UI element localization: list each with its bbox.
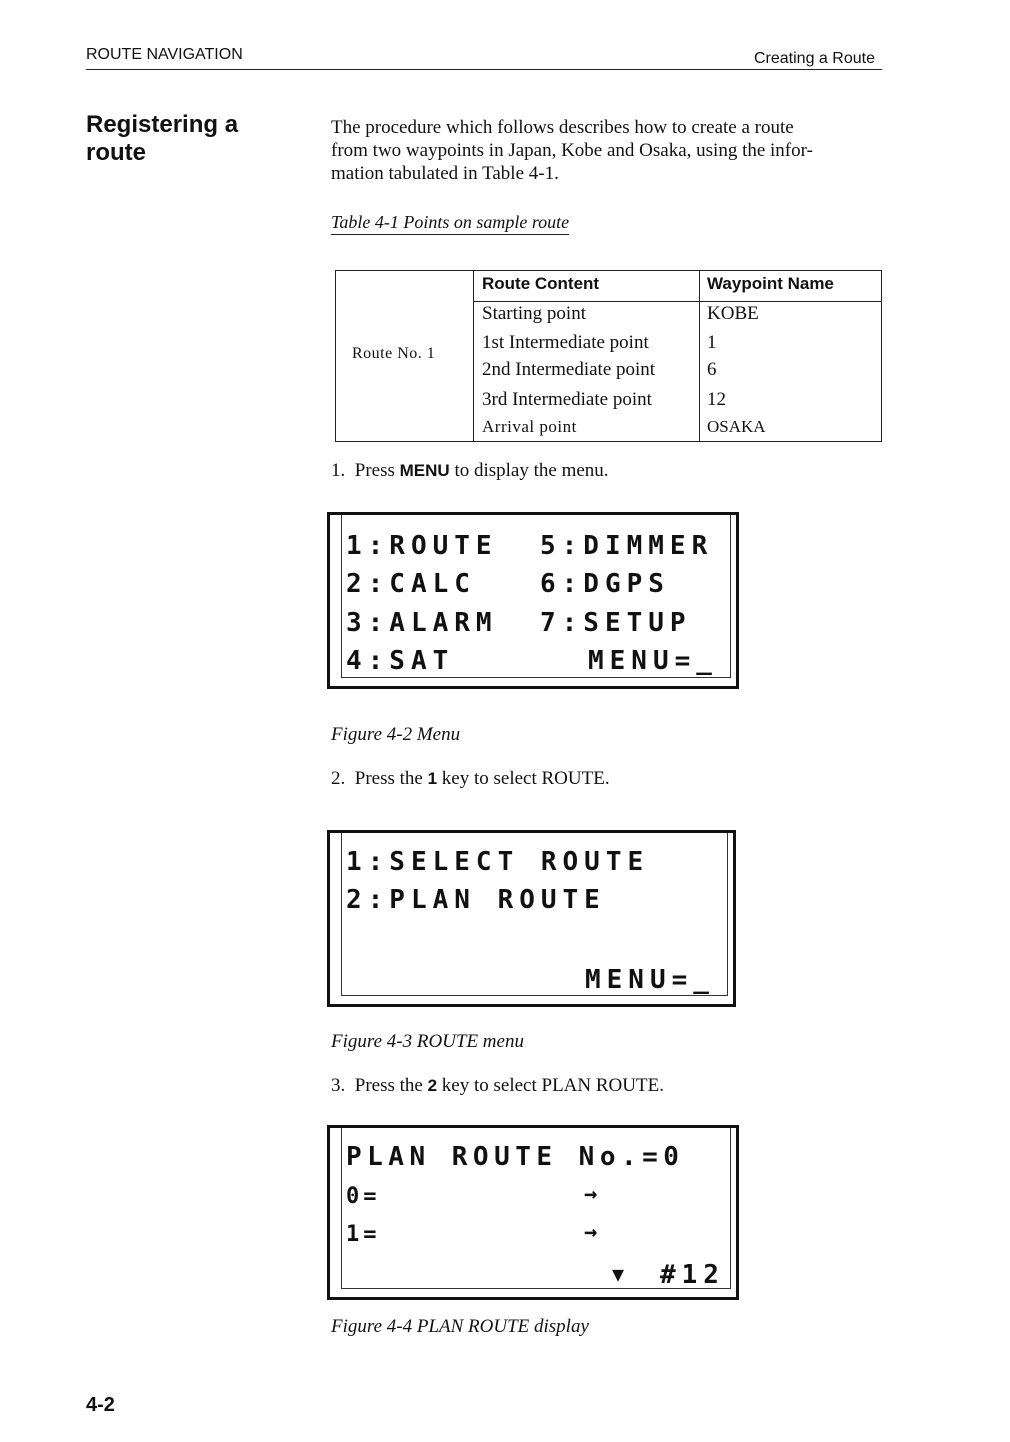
section-title bbox=[86, 111, 286, 167]
lcd-line: 5:DIMMER bbox=[540, 531, 714, 561]
step-number: 2. bbox=[331, 768, 346, 789]
lcd-line: 2:PLAN ROUTE bbox=[346, 885, 606, 915]
intro-line: mation tabulated in Table 4-1. bbox=[331, 163, 559, 184]
step-text: Press the bbox=[354, 1075, 423, 1096]
step-text: Press bbox=[354, 460, 395, 481]
route-table bbox=[335, 270, 882, 442]
table-cell-content: Arrival point bbox=[482, 417, 577, 436]
table-cell-waypoint: OSAKA bbox=[707, 417, 766, 436]
lcd-line: 1:ROUTE bbox=[346, 531, 498, 561]
step-text: key to select PLAN ROUTE. bbox=[441, 1075, 664, 1096]
table-divider bbox=[699, 271, 700, 441]
step-text: to display the menu. bbox=[454, 460, 609, 481]
key-name: 2 bbox=[427, 1076, 438, 1095]
section-title-line1: Registering a bbox=[86, 111, 239, 138]
step-1 bbox=[331, 460, 609, 482]
column-header-route-content: Route Content bbox=[482, 274, 600, 293]
page-number: 4-2 bbox=[86, 1394, 115, 1416]
section-title-line2: route bbox=[86, 139, 146, 166]
lcd-line: 1:SELECT ROUTE bbox=[346, 847, 650, 877]
figure-caption: Figure 4-2 Menu bbox=[331, 724, 461, 745]
lcd-line: 7:SETUP bbox=[540, 608, 692, 638]
step-text: key to select ROUTE. bbox=[441, 768, 610, 789]
table-cell-content: 1st Intermediate point bbox=[482, 332, 649, 353]
lcd-line: 0= bbox=[346, 1184, 381, 1209]
key-name: MENU bbox=[399, 461, 450, 480]
header-rule bbox=[86, 69, 882, 70]
triangle-down-icon: ▼ bbox=[612, 1262, 631, 1286]
running-header-section: Creating a Route bbox=[754, 50, 875, 67]
intro-line: The procedure which follows describes how to create a route bbox=[331, 117, 794, 138]
lcd-line: 6:DGPS bbox=[540, 569, 670, 599]
arrow-right-icon: → bbox=[584, 1182, 604, 1207]
lcd-line: 4:SAT bbox=[346, 646, 455, 676]
lcd-main-menu bbox=[327, 512, 739, 689]
table-caption: Table 4-1 Points on sample route bbox=[331, 211, 569, 235]
step-3 bbox=[331, 1075, 664, 1097]
step-text: Press the bbox=[354, 768, 423, 789]
lcd-counter: #12 bbox=[660, 1260, 725, 1290]
lcd-menu-prompt: MENU=_ bbox=[588, 646, 718, 676]
lcd-route-menu bbox=[327, 830, 736, 1007]
table-cell-content: Starting point bbox=[482, 303, 586, 324]
step-2 bbox=[331, 768, 610, 790]
lcd-line: 2:CALC bbox=[346, 569, 476, 599]
table-cell-content: 2nd Intermediate point bbox=[482, 359, 656, 380]
intro-line: from two waypoints in Japan, Kobe and Osaka, using the infor- bbox=[331, 140, 813, 161]
lcd-menu-prompt: MENU=_ bbox=[585, 965, 715, 995]
column-header-waypoint-name: Waypoint Name bbox=[707, 274, 834, 293]
table-cell-content: 3rd Intermediate point bbox=[482, 389, 652, 410]
figure-caption: Figure 4-4 PLAN ROUTE display bbox=[331, 1316, 589, 1337]
lcd-title-line: PLAN ROUTE No.=0 bbox=[346, 1142, 685, 1172]
step-number: 1. bbox=[331, 460, 346, 481]
table-divider bbox=[473, 271, 474, 441]
lcd-line: 3:ALARM bbox=[346, 608, 498, 638]
key-name: 1 bbox=[427, 769, 438, 788]
lcd-line: 1= bbox=[346, 1222, 381, 1247]
route-number-cell: Route No. 1 bbox=[352, 345, 436, 362]
table-cell-waypoint: KOBE bbox=[707, 303, 759, 324]
table-header-rule bbox=[474, 301, 881, 302]
step-number: 3. bbox=[331, 1075, 346, 1096]
table-cell-waypoint: 12 bbox=[707, 389, 726, 410]
figure-caption: Figure 4-3 ROUTE menu bbox=[331, 1031, 524, 1052]
arrow-right-icon: → bbox=[584, 1220, 604, 1245]
table-cell-waypoint: 1 bbox=[707, 332, 717, 353]
table-cell-waypoint: 6 bbox=[707, 359, 717, 380]
running-header-chapter: ROUTE NAVIGATION bbox=[86, 46, 243, 63]
lcd-plan-route bbox=[327, 1125, 739, 1300]
intro-paragraph bbox=[331, 116, 891, 185]
